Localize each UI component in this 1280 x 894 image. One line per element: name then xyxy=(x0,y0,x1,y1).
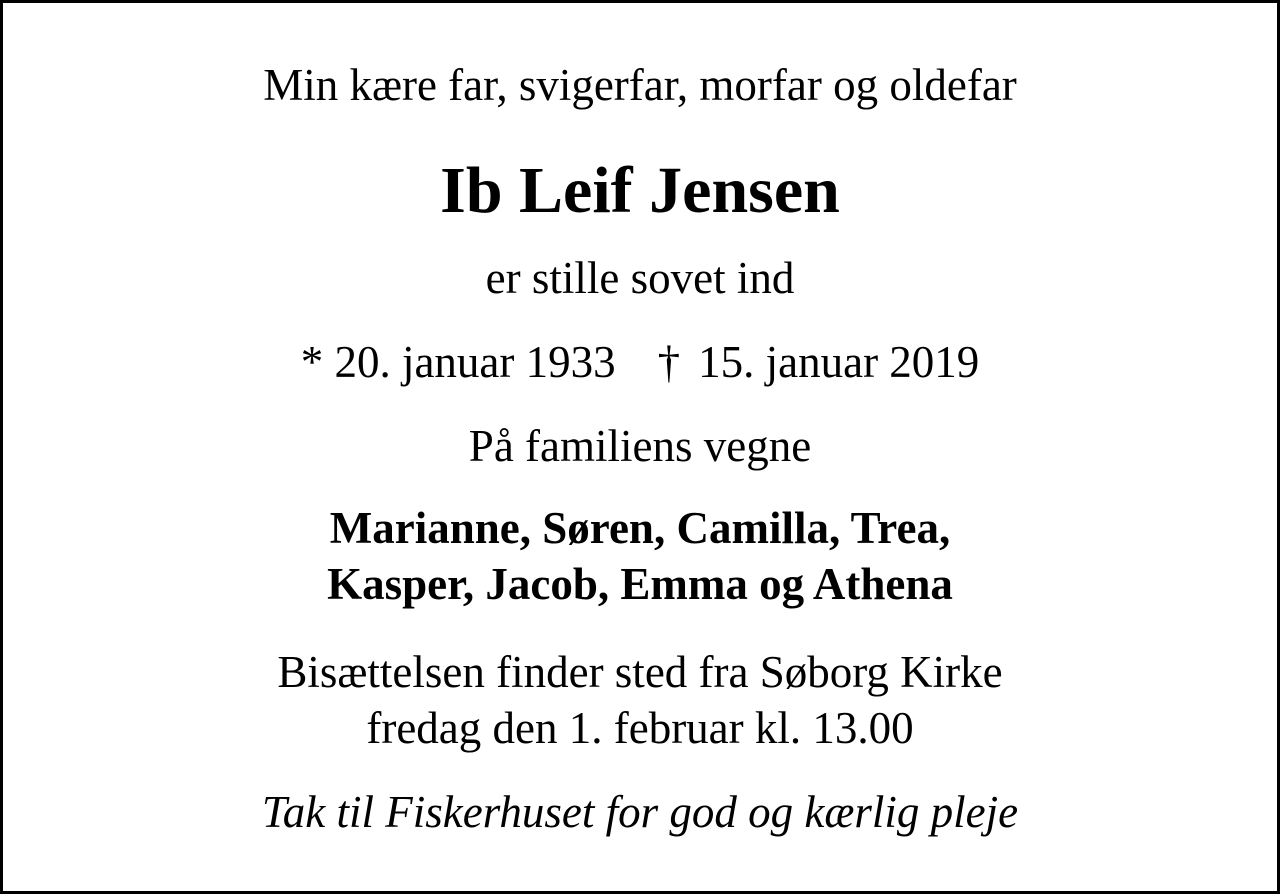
deceased-name: Ib Leif Jensen xyxy=(440,154,840,227)
cross-icon: † xyxy=(657,337,681,387)
birth-date: * 20. januar 1933 xyxy=(300,337,616,387)
death-date: 15. januar 2019 xyxy=(698,337,980,387)
on-behalf-text: På familiens vegne xyxy=(468,421,812,471)
service-location: Bisættelsen finder sted fra Søborg Kirke xyxy=(277,647,1003,697)
life-dates xyxy=(3,332,1277,392)
family-names-line-1: Marianne, Søren, Camilla, Trea, xyxy=(329,503,951,553)
family-names-line-2: Kasper, Jacob, Emma og Athena xyxy=(327,559,953,609)
thanks-text: Tak til Fiskerhuset for god og kærlig pleje xyxy=(261,787,1019,837)
intro-text: Min kære far, svigerfar, morfar og oldefar xyxy=(263,60,1017,110)
passing-text: er stille sovet ind xyxy=(485,253,795,303)
family-names xyxy=(3,500,1277,612)
service-time: fredag den 1. februar kl. 13.00 xyxy=(366,703,914,753)
service-info xyxy=(3,644,1277,756)
